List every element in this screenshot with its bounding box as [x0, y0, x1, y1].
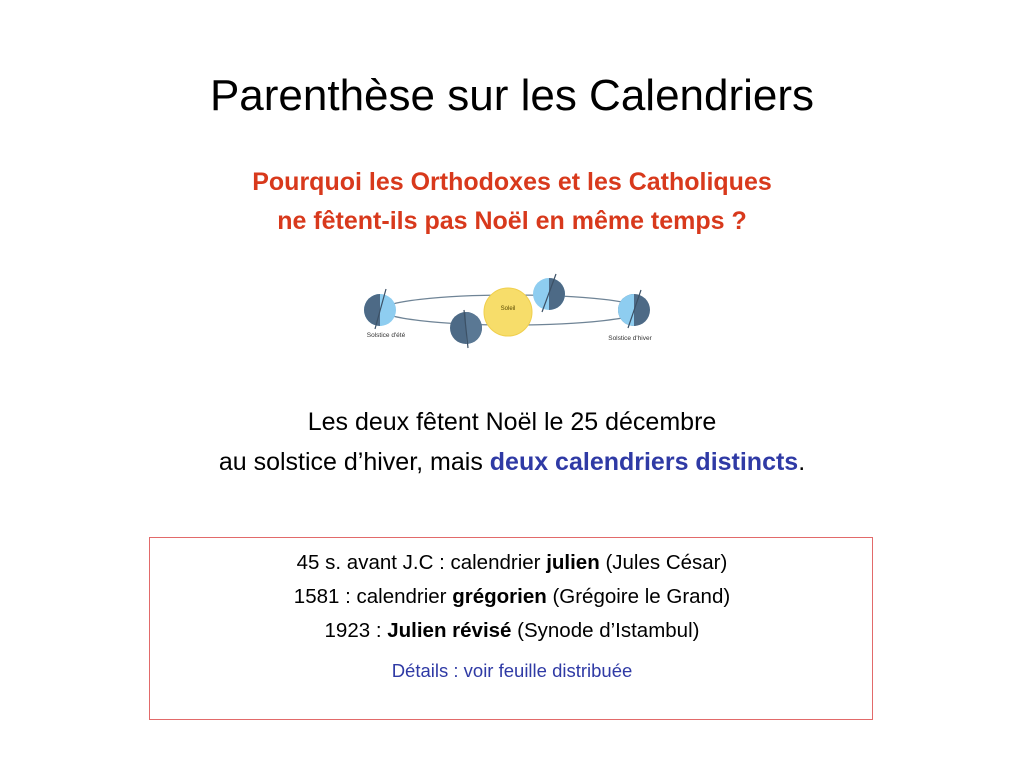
summer-solstice-label: Solstice d'été	[366, 332, 406, 339]
sun-label: Soleil	[500, 306, 516, 312]
calendar-line-julian	[150, 546, 874, 580]
slide-title: Parenthèse sur les Calendriers	[209, 71, 815, 120]
calendar-info-box	[149, 537, 873, 720]
winter-solstice-label: Solstice d'hiver	[608, 335, 652, 342]
calendar-julian-prefix: 45 s. avant J.C : calendrier	[296, 551, 547, 574]
body-line-1: Les deux fêtent Noël le 25 décembre	[307, 408, 717, 436]
slide-subtitle	[0, 163, 1024, 241]
calendar-julian-suffix: (Jules César)	[599, 551, 728, 574]
body-text	[0, 402, 1024, 482]
calendar-gregorian-prefix: 1581 : calendrier	[293, 585, 453, 608]
subtitle-line-2: ne fêtent-ils pas Noël en même temps ?	[277, 207, 747, 235]
calendar-revised-suffix: (Synode d’Istambul)	[511, 619, 700, 642]
distinct-calendars-emphasis: deux calendriers distincts	[489, 448, 799, 476]
body-line-2-suffix: .	[798, 448, 806, 476]
calendar-line-revised-julian	[150, 614, 874, 648]
body-line-2-prefix: au solstice d’hiver, mais	[218, 448, 490, 476]
calendar-line-gregorian	[150, 580, 874, 614]
earth-summer-solstice	[364, 289, 396, 329]
calendar-gregorian-name: grégorien	[452, 585, 547, 608]
sun	[484, 288, 532, 336]
earth-winter-solstice	[618, 290, 650, 328]
calendar-julian-name: julien	[546, 551, 600, 574]
calendar-revised-prefix: 1923 :	[324, 619, 388, 642]
calendar-gregorian-suffix: (Grégoire le Grand)	[546, 585, 731, 608]
solstice-orbit-diagram	[360, 268, 664, 354]
calendar-list	[150, 546, 874, 648]
subtitle-line-1: Pourquoi les Orthodoxes et les Catholiques	[252, 168, 772, 196]
earth-far-side	[533, 274, 565, 312]
body-line-2	[0, 442, 1024, 482]
details-note: Détails : voir feuille distribuée	[391, 660, 633, 681]
calendar-revised-name: Julien révisé	[387, 619, 512, 642]
earth-near-side	[450, 310, 482, 348]
